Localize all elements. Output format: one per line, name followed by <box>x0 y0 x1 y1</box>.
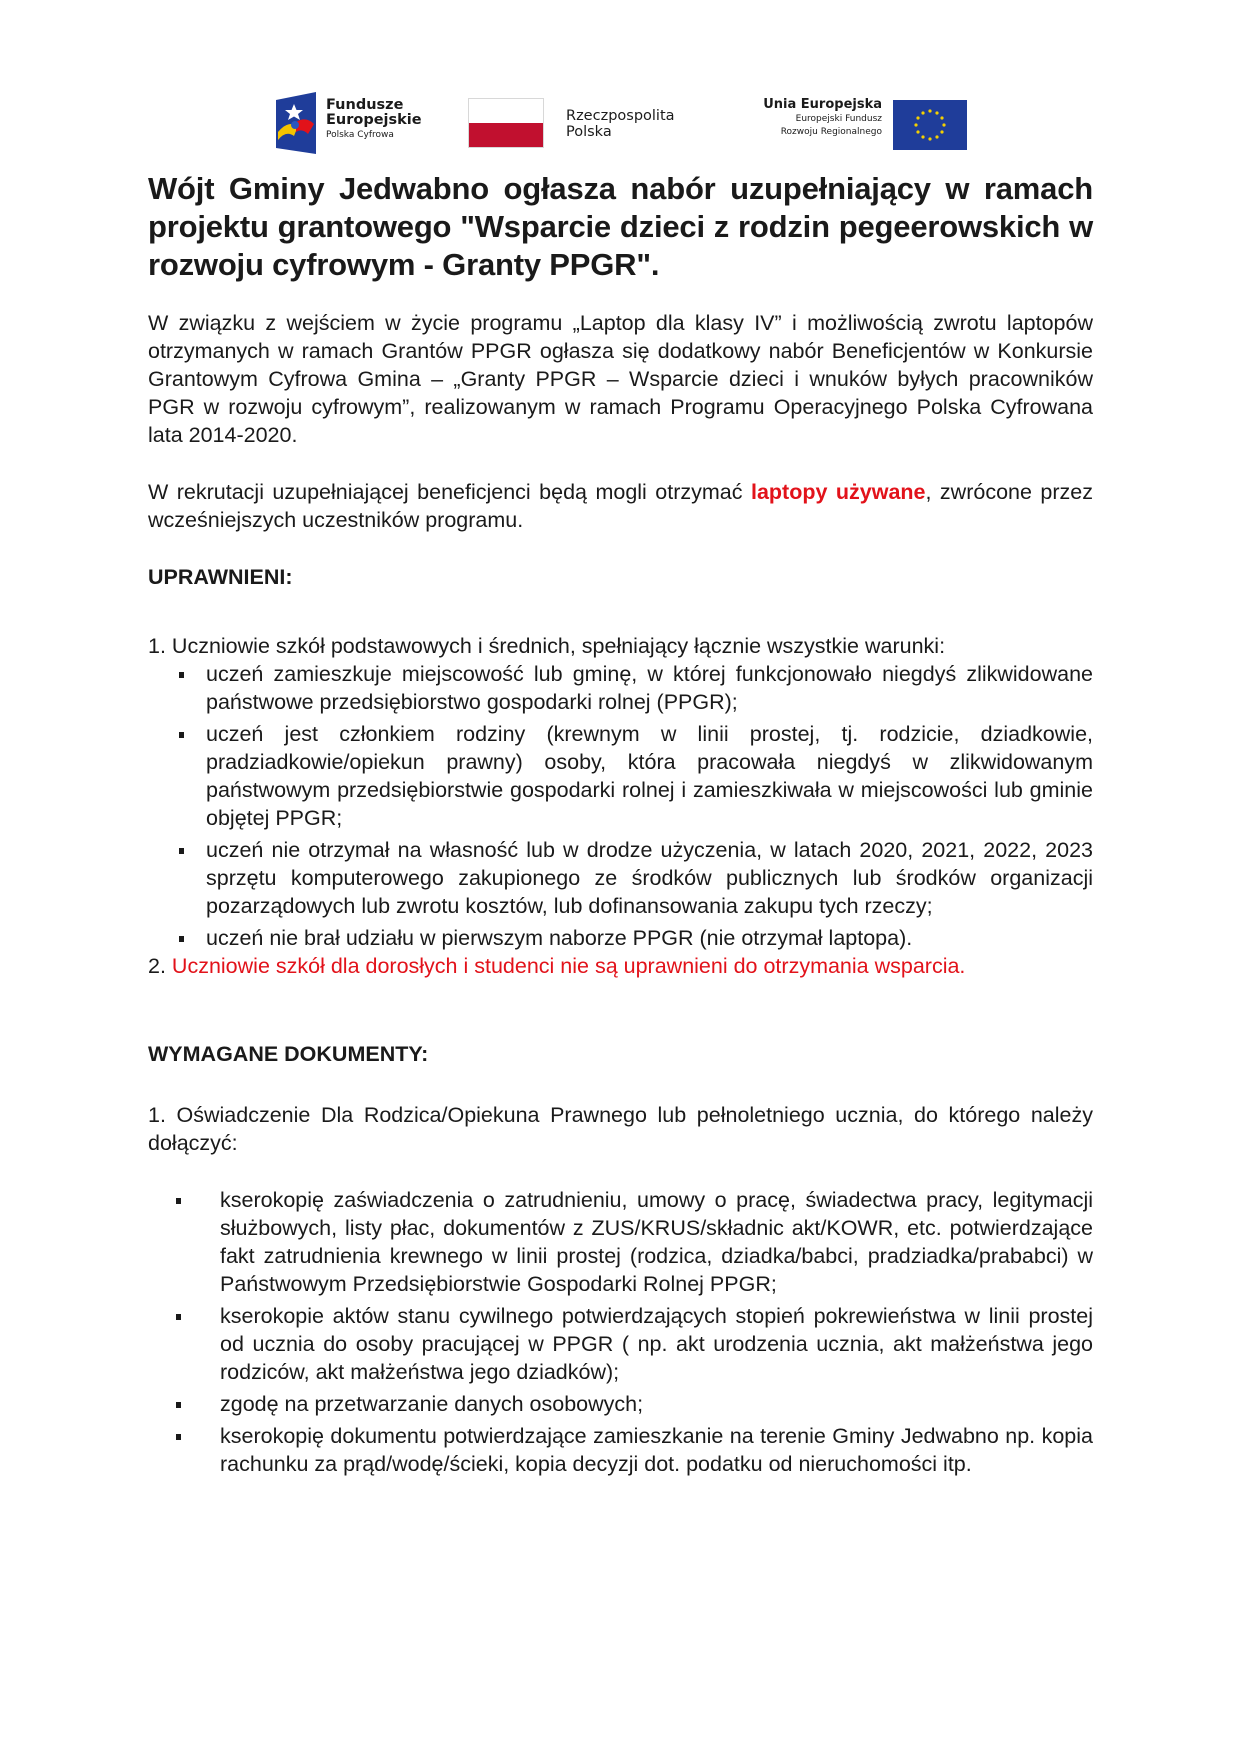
pl-line2: Polska <box>566 124 612 140</box>
item-number: 2. <box>148 954 166 978</box>
eu-line3: Rozwoju Regionalnego <box>780 127 882 137</box>
polish-flag-icon <box>468 98 544 148</box>
attachments-list <box>148 1186 1093 1478</box>
eu-flag-icon <box>893 100 967 150</box>
logo-bar <box>276 92 966 154</box>
fe-line3: Polska Cyfrowa <box>326 130 394 140</box>
used-laptops-highlight: laptopy używane <box>750 480 926 504</box>
not-eligible-note: Uczniowie szkół dla dorosłych i studenci nie są uprawnieni do otrzymania wsparcia. <box>171 954 966 978</box>
page-title: Wójt Gminy Jedwabno ogłasza nabór uzupełniający w ramach projektu grantowego "Wsparcie dzieci z rodzin pegeerowskich w rozwoju cyfrowym - Granty PPGR". <box>148 171 1093 282</box>
recruitment-paragraph <box>148 478 1093 534</box>
eligible-list <box>148 632 1093 980</box>
attachment-item: kserokopie aktów stanu cywilnego potwierdzających stopień pokrewieństwa w linii prostej od ucznia do osoby pracującej w PPGR ( np. akt urodzenia ucznia, akt małżeństwa jego rodziców, akt małżeństwa jego dziadków); <box>148 1302 1093 1386</box>
fe-line2: Europejskie <box>326 112 422 128</box>
fundusze-europejskie-logo <box>276 92 456 154</box>
rzeczpospolita-polska-logo <box>566 108 675 140</box>
recruitment-text-before: W rekrutacji uzupełniającej beneficjenci będą mogli otrzymać <box>148 480 751 504</box>
condition-item: uczeń jest członkiem rodziny (krewnym w linii prostej, tj. rodzicie, dziadkowie, pradziadkowie/opiekun prawny) osoby, która pracowała niegdyś w zlikwidowanym państwowym przedsiębiorstwie gospodarki rolnej i zamieszkiwała w miejscowości lub gminie objętej PPGR; <box>148 720 1093 832</box>
condition-item: uczeń nie otrzymał na własność lub w drodze użyczenia, w latach 2020, 2021, 2022, 2023 sprzętu komputerowego zakupionego ze środków publicznych lub środków organizacji pozarządowych lub zwrotu kosztów, lub dofinansowania zakupu tych rzeczy; <box>148 836 1093 920</box>
item-number: 1. <box>148 634 166 658</box>
conditions-list <box>148 660 1093 952</box>
eu-line2: Europejski Fundusz <box>795 114 882 124</box>
attachment-item: kserokopię zaświadczenia o zatrudnieniu, umowy o pracę, świadectwa pracy, legitymacji służbowych, listy płac, dokumentów z ZUS/KRUS/składnic akt/KOWR, etc. potwierdzające fakt zatrudnienia krewnego w linii prostej (rodzica, dziadka/babci, pradziadka/prababci) w Państwowym Przedsiębiorstwie Gospodarki Rolnej PPGR; <box>148 1186 1093 1298</box>
documents-item-1: 1. Oświadczenie Dla Rodzica/Opiekuna Prawnego lub pełnoletniego ucznia, do którego należy dołączyć: <box>148 1103 1093 1155</box>
eu-line1: Unia Europejska <box>763 97 882 112</box>
fundusze-europejskie-emblem-icon <box>276 92 316 154</box>
recruitment-text-after: , zwrócone przez wcześniejszych uczestników programu. <box>148 480 1093 532</box>
documents-heading: WYMAGANE DOKUMENTY: <box>148 1042 429 1066</box>
condition-item: uczeń nie brał udziału w pierwszym naborze PPGR (nie otrzymał laptopa). <box>148 924 1093 952</box>
eligible-item-1 <box>148 632 1093 660</box>
pl-line1: Rzeczpospolita <box>566 108 675 124</box>
attachment-item: kserokopię dokumentu potwierdzające zamieszkanie na terenie Gminy Jedwabno np. kopia rachunku za prąd/wodę/ścieki, kopia decyzji dot. podatku od nieruchomości itp. <box>148 1422 1093 1478</box>
attachment-item: zgodę na przetwarzanie danych osobowych; <box>148 1390 1093 1418</box>
eligible-item-2 <box>148 952 1093 980</box>
item-text: Uczniowie szkół podstawowych i średnich, spełniający łącznie wszystkie warunki: <box>171 634 946 658</box>
condition-item: uczeń zamieszkuje miejscowość lub gminę, w której funkcjonowało niegdyś zlikwidowane państwowe przedsiębiorstwo gospodarki rolnej (PPGR); <box>148 660 1093 716</box>
unia-europejska-logo <box>742 96 882 139</box>
intro-paragraph: W związku z wejściem w życie programu „Laptop dla klasy IV” i możliwością zwrotu laptopów otrzymanych w ramach Grantów PPGR ogłasza się dodatkowy nabór Beneficjentów w Konkursie Grantowym Cyfrowa Gmina – „Granty PPGR – Wsparcie dzieci i wnuków byłych pracowników PGR w rozwoju cyfrowym”, realizowanym w ramach Programu Operacyjnego Polska Cyfrowana lata 2014-2020. <box>148 311 1093 447</box>
eligible-heading: UPRAWNIENI: <box>148 565 293 589</box>
attachments-list-container <box>148 1186 1093 1478</box>
fe-line1: Fundusze <box>326 97 404 113</box>
